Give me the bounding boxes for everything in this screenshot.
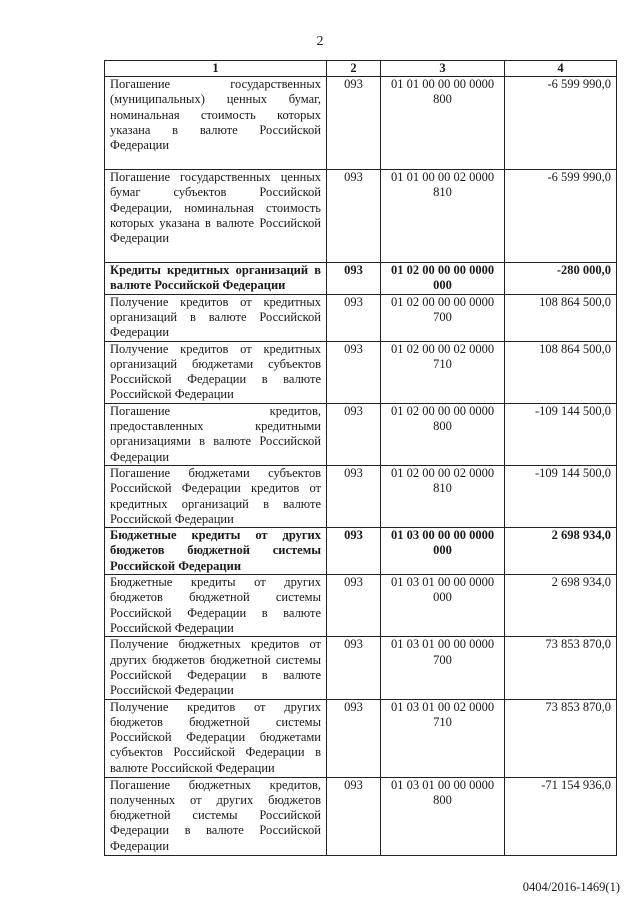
table-row <box>105 777 617 855</box>
row-budget-code-cell: 01 02 00 00 02 0000 810 <box>381 465 505 527</box>
header-col-2: 2 <box>327 61 381 77</box>
row-amount-cell: -280 000,0 <box>505 263 617 295</box>
table-row <box>105 294 617 341</box>
budget-sources-table <box>104 60 617 856</box>
row-budget-code-cell: 01 02 00 00 00 0000 700 <box>381 294 505 341</box>
row-budget-code-cell: 01 01 00 00 00 0000 800 <box>381 77 505 170</box>
row-admin-code-cell: 093 <box>327 170 381 263</box>
table-row <box>105 575 617 637</box>
row-amount-cell: 73 853 870,0 <box>505 699 617 777</box>
page-number: 2 <box>316 34 324 49</box>
row-name-cell: Получение кредитов от кредитных организаций в валюте Российской Федерации <box>105 294 327 341</box>
row-budget-code-cell: 01 02 00 00 02 0000 710 <box>381 341 505 403</box>
row-budget-code-cell: 01 01 00 00 02 0000 810 <box>381 170 505 263</box>
row-budget-code-cell: 01 03 01 00 00 0000 800 <box>381 777 505 855</box>
row-amount-cell: 108 864 500,0 <box>505 341 617 403</box>
row-admin-code-cell: 093 <box>327 77 381 170</box>
table-row <box>105 77 617 170</box>
table-row <box>105 465 617 527</box>
row-name-cell: Получение кредитов от других бюджетов бюджетной системы Российской Федерации бюджетами субъектов Российской Федерации в валюте Российской Федерации <box>105 699 327 777</box>
row-admin-code-cell: 093 <box>327 777 381 855</box>
row-budget-code-cell: 01 03 01 00 00 0000 700 <box>381 637 505 699</box>
row-budget-code-cell: 01 03 01 00 00 0000 000 <box>381 575 505 637</box>
header-col-4: 4 <box>505 61 617 77</box>
row-name-cell: Получение кредитов от кредитных организаций бюджетами субъектов Российской Федерации в валюте Российской Федерации <box>105 341 327 403</box>
row-amount-cell: -6 599 990,0 <box>505 170 617 263</box>
table-row <box>105 699 617 777</box>
row-amount-cell: 108 864 500,0 <box>505 294 617 341</box>
row-admin-code-cell: 093 <box>327 528 381 575</box>
row-budget-code-cell: 01 03 01 00 02 0000 710 <box>381 699 505 777</box>
row-name-cell: Погашение бюджетами субъектов Российской Федерации кредитов от кредитных организаций в валюте Российской Федерации <box>105 465 327 527</box>
table-header-row <box>105 61 617 77</box>
row-admin-code-cell: 093 <box>327 575 381 637</box>
row-admin-code-cell: 093 <box>327 465 381 527</box>
row-name-cell: Получение бюджетных кредитов от других бюджетов бюджетной системы Российской Федерации в валюте Российской Федерации <box>105 637 327 699</box>
row-name-cell: Кредиты кредитных организаций в валюте Российской Федерации <box>105 263 327 295</box>
row-name-cell: Бюджетные кредиты от других бюджетов бюджетной системы Российской Федерации в валюте Российской Федерации <box>105 575 327 637</box>
row-admin-code-cell: 093 <box>327 699 381 777</box>
row-admin-code-cell: 093 <box>327 263 381 295</box>
row-name-cell: Погашение кредитов, предоставленных кредитными организациями в валюте Российской Федерации <box>105 403 327 465</box>
row-amount-cell: -71 154 936,0 <box>505 777 617 855</box>
row-budget-code-cell: 01 02 00 00 00 0000 800 <box>381 403 505 465</box>
document-code: 0404/2016-1469(1) <box>522 880 620 894</box>
row-amount-cell: 73 853 870,0 <box>505 637 617 699</box>
table-row <box>105 528 617 575</box>
row-name-cell: Бюджетные кредиты от других бюджетов бюджетной системы Российской Федерации <box>105 528 327 575</box>
row-admin-code-cell: 093 <box>327 637 381 699</box>
header-col-3: 3 <box>381 61 505 77</box>
row-admin-code-cell: 093 <box>327 403 381 465</box>
row-name-cell: Погашение государственных (муниципальных) ценных бумаг, номинальная стоимость которых указана в валюте Российской Федерации <box>105 77 327 170</box>
row-budget-code-cell: 01 02 00 00 00 0000 000 <box>381 263 505 295</box>
row-budget-code-cell: 01 03 00 00 00 0000 000 <box>381 528 505 575</box>
table-row <box>105 170 617 263</box>
row-amount-cell: 2 698 934,0 <box>505 575 617 637</box>
row-amount-cell: -6 599 990,0 <box>505 77 617 170</box>
table-row <box>105 403 617 465</box>
row-name-cell: Погашение бюджетных кредитов, полученных от других бюджетов бюджетной системы Российской Федерации в валюте Российской Федерации <box>105 777 327 855</box>
row-amount-cell: -109 144 500,0 <box>505 403 617 465</box>
row-admin-code-cell: 093 <box>327 341 381 403</box>
row-name-cell: Погашение государственных ценных бумаг субъектов Российской Федерации, номинальная стоимость которых указана в валюте Российской Федерации <box>105 170 327 263</box>
row-amount-cell: 2 698 934,0 <box>505 528 617 575</box>
row-amount-cell: -109 144 500,0 <box>505 465 617 527</box>
table-row <box>105 341 617 403</box>
header-col-1: 1 <box>105 61 327 77</box>
table-row <box>105 263 617 295</box>
table-row <box>105 637 617 699</box>
row-admin-code-cell: 093 <box>327 294 381 341</box>
